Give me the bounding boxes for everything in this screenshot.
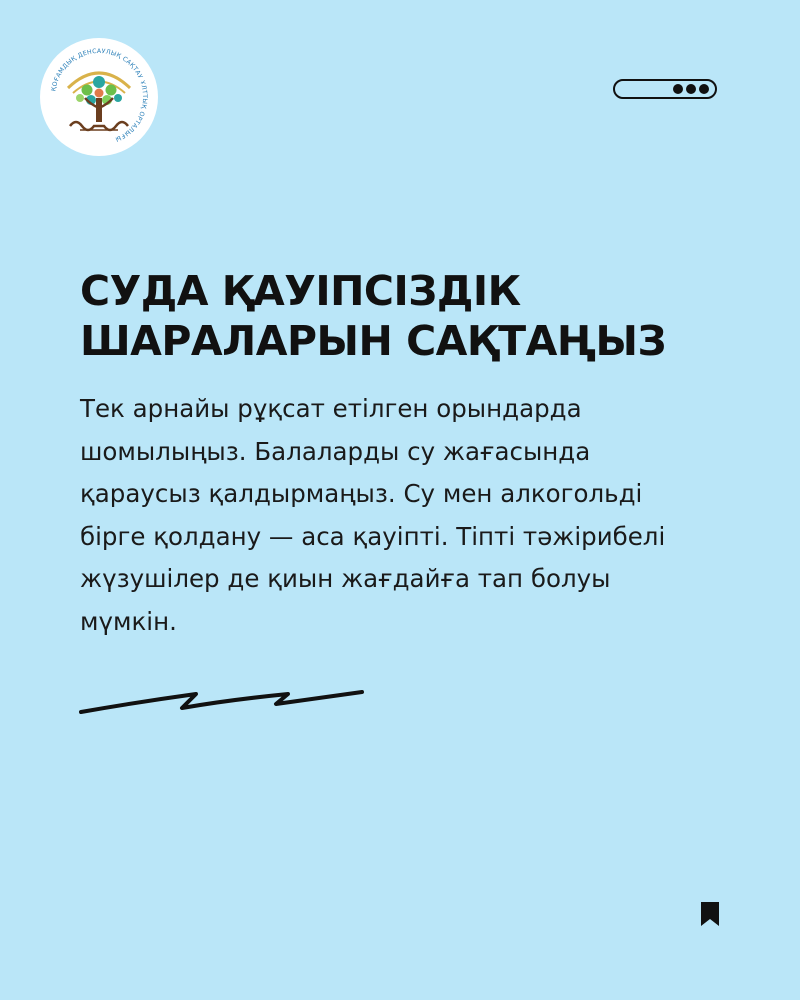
organization-logo	[40, 38, 158, 156]
bookmark-icon[interactable]	[700, 901, 720, 927]
body-line: Тек арнайы рұқсат етілген орындарда	[80, 394, 582, 423]
title-line-2: ШАРАЛАРЫН САҚТАҢЫЗ	[80, 317, 667, 365]
page-title	[80, 266, 770, 366]
tree-logo-icon	[40, 38, 158, 156]
title-line-1: СУДА ҚАУІПСІЗДІК	[80, 267, 521, 315]
body-paragraph	[80, 388, 770, 643]
logo-ring-text: ҚОҒАМДЫҚ ДЕНСАУЛЫҚ САҚТАУ ҰЛТТЫҚ ОРТАЛЫҒЫ	[50, 47, 149, 143]
more-dots-icon	[673, 84, 709, 94]
body-line: мүмкін.	[80, 606, 177, 636]
body-line: қараусыз қалдырмаңыз. Су мен алкогольді	[80, 479, 643, 508]
body-line: шомылыңыз. Балаларды су жағасында	[80, 436, 591, 466]
body-line: бірге қолдану — аса қауіпті. Тіпті тәжірибелі	[80, 521, 666, 551]
zigzag-line-icon	[78, 680, 368, 720]
more-options-button[interactable]	[613, 79, 717, 99]
body-line: жүзушілер де қиын жағдайға тап болуы	[80, 564, 611, 593]
